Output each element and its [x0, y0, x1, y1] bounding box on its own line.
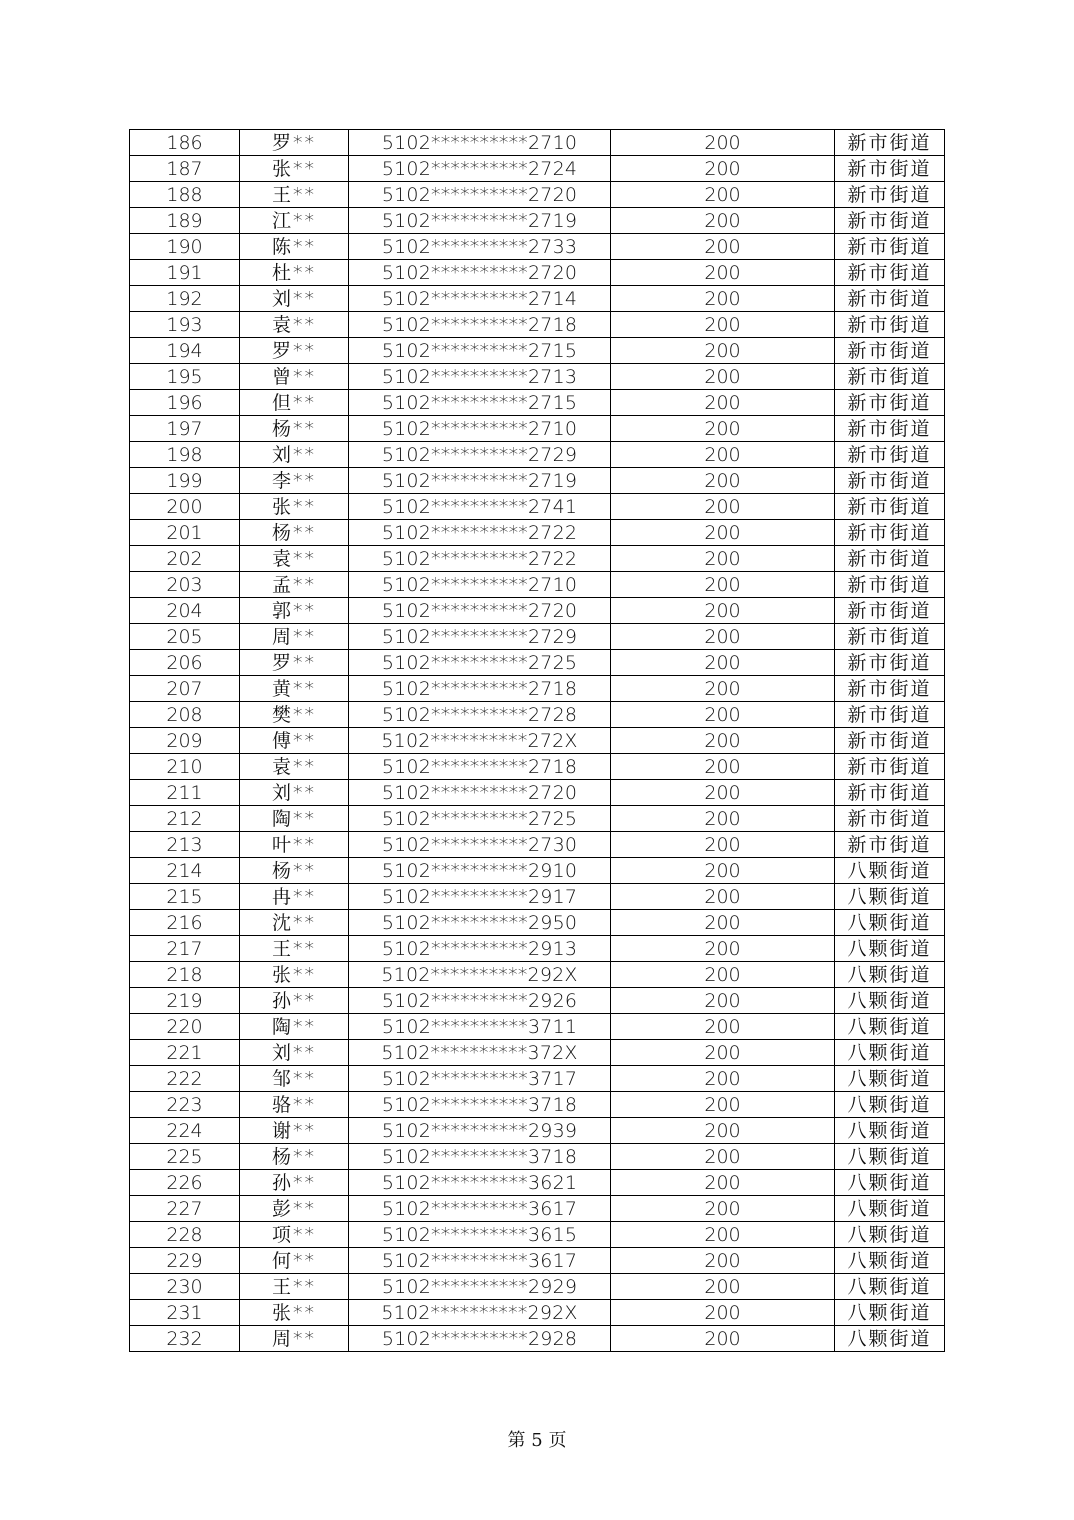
name-cell: 袁**	[240, 312, 349, 338]
row-number-cell: 192	[130, 286, 240, 312]
amount-cell: 200	[611, 1300, 835, 1326]
row-number-cell: 198	[130, 442, 240, 468]
district-cell: 八颗街道	[835, 1066, 945, 1092]
amount-cell: 200	[611, 520, 835, 546]
row-number-cell: 215	[130, 884, 240, 910]
amount-cell: 200	[611, 312, 835, 338]
district-cell: 新市街道	[835, 182, 945, 208]
id-number-cell: 5102**********3718	[349, 1144, 611, 1170]
id-number-cell: 5102**********2718	[349, 312, 611, 338]
page-number: 第 5 页	[507, 1430, 567, 1451]
row-number-cell: 228	[130, 1222, 240, 1248]
id-number-cell: 5102**********2714	[349, 286, 611, 312]
row-number-cell: 203	[130, 572, 240, 598]
row-number-cell: 201	[130, 520, 240, 546]
name-cell: 曾**	[240, 364, 349, 390]
row-number-cell: 190	[130, 234, 240, 260]
name-cell: 刘**	[240, 286, 349, 312]
row-number-cell: 212	[130, 806, 240, 832]
name-cell: 冉**	[240, 884, 349, 910]
district-cell: 新市街道	[835, 364, 945, 390]
district-cell: 八颗街道	[835, 1092, 945, 1118]
amount-cell: 200	[611, 624, 835, 650]
name-cell: 孟**	[240, 572, 349, 598]
district-cell: 新市街道	[835, 676, 945, 702]
name-cell: 刘**	[240, 442, 349, 468]
name-cell: 王**	[240, 936, 349, 962]
name-cell: 陶**	[240, 806, 349, 832]
row-number-cell: 213	[130, 832, 240, 858]
district-cell: 新市街道	[835, 650, 945, 676]
row-number-cell: 199	[130, 468, 240, 494]
row-number-cell: 208	[130, 702, 240, 728]
table-row	[130, 1326, 945, 1352]
table-row	[130, 494, 945, 520]
district-cell: 八颗街道	[835, 858, 945, 884]
row-number-cell: 222	[130, 1066, 240, 1092]
table-row	[130, 1144, 945, 1170]
row-number-cell: 225	[130, 1144, 240, 1170]
id-number-cell: 5102**********2715	[349, 390, 611, 416]
name-cell: 郭**	[240, 598, 349, 624]
district-cell: 八颗街道	[835, 988, 945, 1014]
name-cell: 杨**	[240, 520, 349, 546]
district-cell: 新市街道	[835, 624, 945, 650]
district-cell: 新市街道	[835, 208, 945, 234]
id-number-cell: 5102**********2724	[349, 156, 611, 182]
id-number-cell: 5102**********2741	[349, 494, 611, 520]
name-cell: 张**	[240, 494, 349, 520]
district-cell: 八颗街道	[835, 1222, 945, 1248]
name-cell: 袁**	[240, 546, 349, 572]
name-cell: 杨**	[240, 858, 349, 884]
table-row	[130, 1092, 945, 1118]
name-cell: 项**	[240, 1222, 349, 1248]
table-row	[130, 520, 945, 546]
table-row	[130, 208, 945, 234]
district-cell: 八颗街道	[835, 1118, 945, 1144]
amount-cell: 200	[611, 1040, 835, 1066]
row-number-cell: 207	[130, 676, 240, 702]
name-cell: 周**	[240, 1326, 349, 1352]
id-number-cell: 5102**********292X	[349, 962, 611, 988]
amount-cell: 200	[611, 182, 835, 208]
name-cell: 刘**	[240, 1040, 349, 1066]
name-cell: 骆**	[240, 1092, 349, 1118]
amount-cell: 200	[611, 1014, 835, 1040]
id-number-cell: 5102**********2928	[349, 1326, 611, 1352]
row-number-cell: 219	[130, 988, 240, 1014]
id-number-cell: 5102**********3717	[349, 1066, 611, 1092]
table-row	[130, 1274, 945, 1300]
amount-cell: 200	[611, 650, 835, 676]
row-number-cell: 193	[130, 312, 240, 338]
table-row	[130, 1066, 945, 1092]
name-cell: 陶**	[240, 1014, 349, 1040]
amount-cell: 200	[611, 754, 835, 780]
district-cell: 新市街道	[835, 390, 945, 416]
row-number-cell: 231	[130, 1300, 240, 1326]
amount-cell: 200	[611, 702, 835, 728]
table-row	[130, 858, 945, 884]
id-number-cell: 5102**********2729	[349, 442, 611, 468]
id-number-cell: 5102**********2913	[349, 936, 611, 962]
row-number-cell: 188	[130, 182, 240, 208]
amount-cell: 200	[611, 728, 835, 754]
name-cell: 罗**	[240, 650, 349, 676]
table-row	[130, 390, 945, 416]
table-row	[130, 702, 945, 728]
name-cell: 王**	[240, 1274, 349, 1300]
district-cell: 八颗街道	[835, 1326, 945, 1352]
row-number-cell: 209	[130, 728, 240, 754]
amount-cell: 200	[611, 676, 835, 702]
amount-cell: 200	[611, 1118, 835, 1144]
row-number-cell: 229	[130, 1248, 240, 1274]
name-cell: 李**	[240, 468, 349, 494]
id-number-cell: 5102**********2720	[349, 780, 611, 806]
name-cell: 罗**	[240, 130, 349, 156]
row-number-cell: 197	[130, 416, 240, 442]
amount-cell: 200	[611, 468, 835, 494]
name-cell: 傅**	[240, 728, 349, 754]
amount-cell: 200	[611, 286, 835, 312]
row-number-cell: 206	[130, 650, 240, 676]
id-number-cell: 5102**********2729	[349, 624, 611, 650]
id-number-cell: 5102**********2720	[349, 598, 611, 624]
name-cell: 黄**	[240, 676, 349, 702]
amount-cell: 200	[611, 858, 835, 884]
district-cell: 八颗街道	[835, 1248, 945, 1274]
row-number-cell: 191	[130, 260, 240, 286]
name-cell: 罗**	[240, 338, 349, 364]
id-number-cell: 5102**********3617	[349, 1248, 611, 1274]
row-number-cell: 186	[130, 130, 240, 156]
name-cell: 何**	[240, 1248, 349, 1274]
district-cell: 新市街道	[835, 416, 945, 442]
name-cell: 张**	[240, 156, 349, 182]
id-number-cell: 5102**********2719	[349, 468, 611, 494]
id-number-cell: 5102**********2722	[349, 520, 611, 546]
district-cell: 新市街道	[835, 520, 945, 546]
district-cell: 八颗街道	[835, 1196, 945, 1222]
table-row	[130, 546, 945, 572]
amount-cell: 200	[611, 936, 835, 962]
district-cell: 新市街道	[835, 338, 945, 364]
table-row	[130, 728, 945, 754]
district-cell: 八颗街道	[835, 884, 945, 910]
row-number-cell: 230	[130, 1274, 240, 1300]
row-number-cell: 211	[130, 780, 240, 806]
row-number-cell: 227	[130, 1196, 240, 1222]
amount-cell: 200	[611, 1274, 835, 1300]
amount-cell: 200	[611, 338, 835, 364]
district-cell: 新市街道	[835, 312, 945, 338]
table-row	[130, 312, 945, 338]
id-number-cell: 5102**********2917	[349, 884, 611, 910]
district-cell: 八颗街道	[835, 1300, 945, 1326]
row-number-cell: 232	[130, 1326, 240, 1352]
district-cell: 新市街道	[835, 234, 945, 260]
amount-cell: 200	[611, 1196, 835, 1222]
district-cell: 八颗街道	[835, 910, 945, 936]
table-row	[130, 676, 945, 702]
name-cell: 陈**	[240, 234, 349, 260]
table-row	[130, 1040, 945, 1066]
id-number-cell: 5102**********2713	[349, 364, 611, 390]
district-cell: 新市街道	[835, 494, 945, 520]
table-row	[130, 1196, 945, 1222]
row-number-cell: 210	[130, 754, 240, 780]
amount-cell: 200	[611, 546, 835, 572]
district-cell: 新市街道	[835, 546, 945, 572]
row-number-cell: 217	[130, 936, 240, 962]
id-number-cell: 5102**********3621	[349, 1170, 611, 1196]
district-cell: 新市街道	[835, 468, 945, 494]
table-row	[130, 1222, 945, 1248]
table-row	[130, 832, 945, 858]
name-cell: 张**	[240, 1300, 349, 1326]
district-cell: 新市街道	[835, 806, 945, 832]
district-cell: 新市街道	[835, 260, 945, 286]
district-cell: 八颗街道	[835, 1274, 945, 1300]
id-number-cell: 5102**********272X	[349, 728, 611, 754]
district-cell: 新市街道	[835, 130, 945, 156]
id-number-cell: 5102**********3718	[349, 1092, 611, 1118]
district-cell: 新市街道	[835, 572, 945, 598]
row-number-cell: 200	[130, 494, 240, 520]
amount-cell: 200	[611, 494, 835, 520]
amount-cell: 200	[611, 1222, 835, 1248]
amount-cell: 200	[611, 1144, 835, 1170]
district-cell: 八颗街道	[835, 936, 945, 962]
id-number-cell: 5102**********2939	[349, 1118, 611, 1144]
amount-cell: 200	[611, 208, 835, 234]
name-cell: 樊**	[240, 702, 349, 728]
id-number-cell: 5102**********2910	[349, 858, 611, 884]
amount-cell: 200	[611, 884, 835, 910]
row-number-cell: 202	[130, 546, 240, 572]
district-cell: 新市街道	[835, 442, 945, 468]
id-number-cell: 5102**********2725	[349, 806, 611, 832]
amount-cell: 200	[611, 390, 835, 416]
id-number-cell: 5102**********3617	[349, 1196, 611, 1222]
amount-cell: 200	[611, 156, 835, 182]
id-number-cell: 5102**********2715	[349, 338, 611, 364]
district-cell: 新市街道	[835, 754, 945, 780]
row-number-cell: 224	[130, 1118, 240, 1144]
table-row	[130, 754, 945, 780]
amount-cell: 200	[611, 1066, 835, 1092]
amount-cell: 200	[611, 130, 835, 156]
amount-cell: 200	[611, 988, 835, 1014]
name-cell: 谢**	[240, 1118, 349, 1144]
table-row	[130, 130, 945, 156]
amount-cell: 200	[611, 806, 835, 832]
table-row	[130, 572, 945, 598]
district-cell: 八颗街道	[835, 1144, 945, 1170]
id-number-cell: 5102**********2720	[349, 260, 611, 286]
table-row	[130, 364, 945, 390]
name-cell: 沈**	[240, 910, 349, 936]
amount-cell: 200	[611, 572, 835, 598]
id-number-cell: 5102**********2710	[349, 416, 611, 442]
amount-cell: 200	[611, 598, 835, 624]
district-cell: 八颗街道	[835, 1040, 945, 1066]
row-number-cell: 196	[130, 390, 240, 416]
amount-cell: 200	[611, 1092, 835, 1118]
amount-cell: 200	[611, 910, 835, 936]
id-number-cell: 5102**********2733	[349, 234, 611, 260]
id-number-cell: 5102**********2929	[349, 1274, 611, 1300]
table-row	[130, 234, 945, 260]
district-cell: 新市街道	[835, 598, 945, 624]
table-row	[130, 338, 945, 364]
row-number-cell: 221	[130, 1040, 240, 1066]
id-number-cell: 5102**********3711	[349, 1014, 611, 1040]
amount-cell: 200	[611, 234, 835, 260]
name-cell: 邹**	[240, 1066, 349, 1092]
name-cell: 杨**	[240, 416, 349, 442]
id-number-cell: 5102**********372X	[349, 1040, 611, 1066]
table-row	[130, 910, 945, 936]
id-number-cell: 5102**********292X	[349, 1300, 611, 1326]
row-number-cell: 189	[130, 208, 240, 234]
name-cell: 杨**	[240, 1144, 349, 1170]
id-number-cell: 5102**********2718	[349, 676, 611, 702]
row-number-cell: 218	[130, 962, 240, 988]
name-cell: 叶**	[240, 832, 349, 858]
id-number-cell: 5102**********2722	[349, 546, 611, 572]
amount-cell: 200	[611, 364, 835, 390]
id-number-cell: 5102**********2730	[349, 832, 611, 858]
roster-table-body	[130, 130, 945, 1352]
name-cell: 刘**	[240, 780, 349, 806]
table-row	[130, 598, 945, 624]
table-row	[130, 624, 945, 650]
row-number-cell: 204	[130, 598, 240, 624]
table-row	[130, 442, 945, 468]
district-cell: 八颗街道	[835, 1014, 945, 1040]
table-row	[130, 780, 945, 806]
row-number-cell: 226	[130, 1170, 240, 1196]
id-number-cell: 5102**********2728	[349, 702, 611, 728]
table-row	[130, 1014, 945, 1040]
row-number-cell: 194	[130, 338, 240, 364]
row-number-cell: 205	[130, 624, 240, 650]
amount-cell: 200	[611, 416, 835, 442]
table-row	[130, 988, 945, 1014]
district-cell: 八颗街道	[835, 1170, 945, 1196]
table-row	[130, 156, 945, 182]
amount-cell: 200	[611, 1326, 835, 1352]
roster-table	[129, 129, 945, 1352]
amount-cell: 200	[611, 780, 835, 806]
name-cell: 孙**	[240, 1170, 349, 1196]
table-row	[130, 650, 945, 676]
table-row	[130, 260, 945, 286]
amount-cell: 200	[611, 1248, 835, 1274]
amount-cell: 200	[611, 832, 835, 858]
table-row	[130, 1118, 945, 1144]
name-cell: 张**	[240, 962, 349, 988]
name-cell: 孙**	[240, 988, 349, 1014]
id-number-cell: 5102**********2719	[349, 208, 611, 234]
row-number-cell: 187	[130, 156, 240, 182]
id-number-cell: 5102**********2725	[349, 650, 611, 676]
id-number-cell: 5102**********2718	[349, 754, 611, 780]
amount-cell: 200	[611, 1170, 835, 1196]
district-cell: 新市街道	[835, 832, 945, 858]
table-row	[130, 884, 945, 910]
name-cell: 杜**	[240, 260, 349, 286]
amount-cell: 200	[611, 962, 835, 988]
id-number-cell: 5102**********2720	[349, 182, 611, 208]
table-row	[130, 936, 945, 962]
id-number-cell: 5102**********2950	[349, 910, 611, 936]
district-cell: 新市街道	[835, 780, 945, 806]
table-row	[130, 1300, 945, 1326]
row-number-cell: 223	[130, 1092, 240, 1118]
row-number-cell: 214	[130, 858, 240, 884]
id-number-cell: 5102**********2710	[349, 572, 611, 598]
name-cell: 袁**	[240, 754, 349, 780]
name-cell: 周**	[240, 624, 349, 650]
table-row	[130, 416, 945, 442]
id-number-cell: 5102**********2926	[349, 988, 611, 1014]
district-cell: 八颗街道	[835, 962, 945, 988]
row-number-cell: 195	[130, 364, 240, 390]
table-row	[130, 962, 945, 988]
id-number-cell: 5102**********2710	[349, 130, 611, 156]
name-cell: 王**	[240, 182, 349, 208]
table-row	[130, 1248, 945, 1274]
table-row	[130, 182, 945, 208]
name-cell: 彭**	[240, 1196, 349, 1222]
amount-cell: 200	[611, 442, 835, 468]
district-cell: 新市街道	[835, 286, 945, 312]
table-row	[130, 468, 945, 494]
name-cell: 但**	[240, 390, 349, 416]
id-number-cell: 5102**********3615	[349, 1222, 611, 1248]
district-cell: 新市街道	[835, 728, 945, 754]
row-number-cell: 216	[130, 910, 240, 936]
district-cell: 新市街道	[835, 702, 945, 728]
amount-cell: 200	[611, 260, 835, 286]
name-cell: 江**	[240, 208, 349, 234]
table-row	[130, 806, 945, 832]
table-row	[130, 1170, 945, 1196]
district-cell: 新市街道	[835, 156, 945, 182]
row-number-cell: 220	[130, 1014, 240, 1040]
table-row	[130, 286, 945, 312]
